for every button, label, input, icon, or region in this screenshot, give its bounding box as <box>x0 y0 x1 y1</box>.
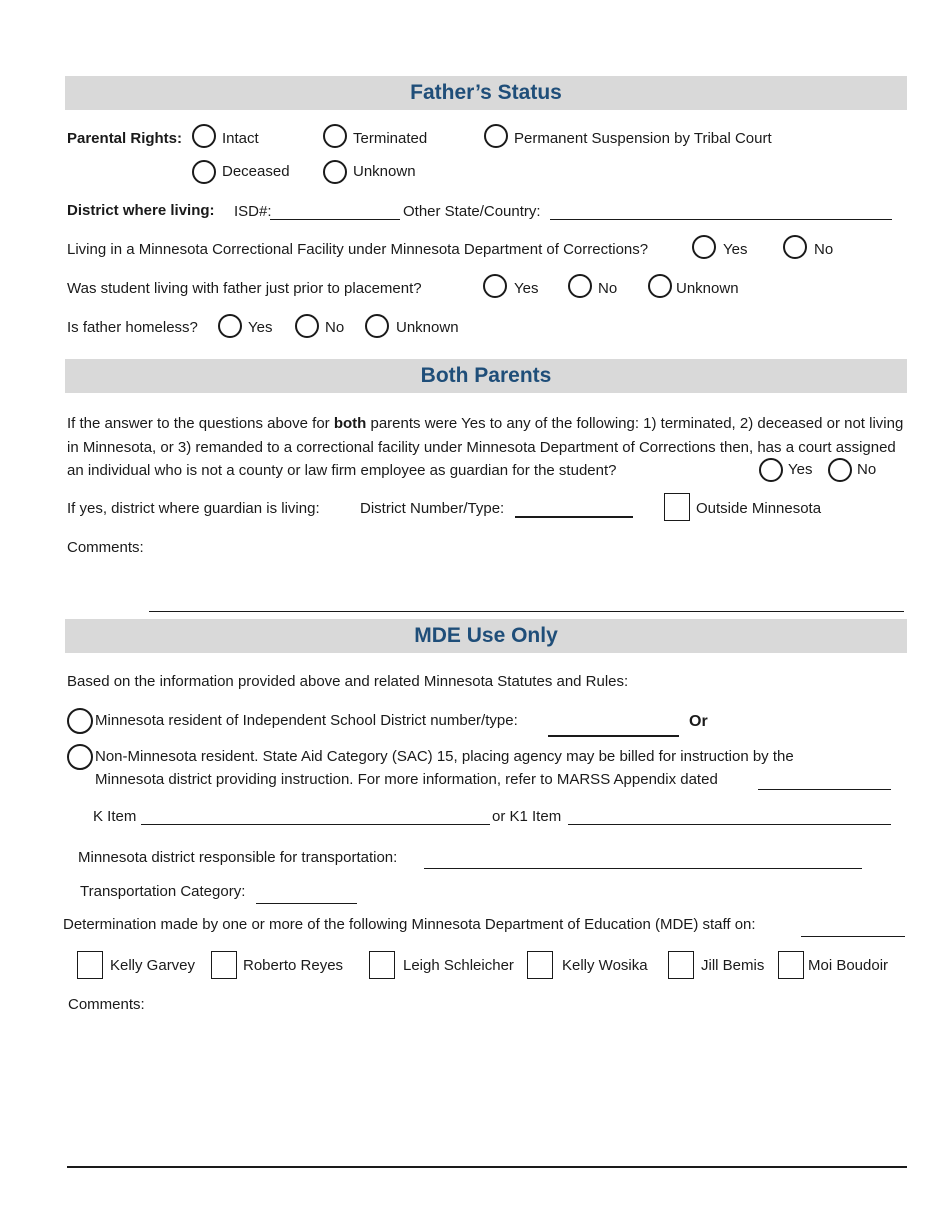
radio-living-unknown[interactable] <box>648 274 672 298</box>
radio-terminated[interactable] <box>323 124 347 148</box>
both-comments-label: Comments: <box>67 539 144 556</box>
mde-comments-label: Comments: <box>68 996 145 1013</box>
correctional-question: Living in a Minnesota Correctional Facility under Minnesota Department of Corrections? <box>67 241 649 258</box>
marss-appendix-date-field[interactable] <box>758 789 891 790</box>
staff-roberto-reyes-label: Roberto Reyes <box>243 957 344 974</box>
radio-homeless-yes[interactable] <box>218 314 242 338</box>
non-mn-resident-line1: Non-Minnesota resident. State Aid Category (SAC) 15, placing agency may be billed for instruction by the <box>95 748 794 765</box>
radio-permanent-suspension[interactable] <box>484 124 508 148</box>
checkbox-outside-minnesota[interactable] <box>664 493 690 521</box>
radio-guardian-yes-label: Yes <box>788 461 813 478</box>
radio-living-yes-label: Yes <box>514 280 539 297</box>
radio-correctional-no-label: No <box>814 241 834 258</box>
staff-jill-bemis-label: Jill Bemis <box>701 957 765 974</box>
guardian-question-paragraph: If the answer to the questions above for both parents were Yes to any of the following: 1) terminated, 2) deceased or not living in Minnesota, or 3) remanded to a correctional facility under Minnesota Department of Corrections then, has a court assigned an individual who is not a county or law firm employee as guardian for the student? <box>67 415 904 479</box>
section-header-mde-use-only: MDE Use Only <box>65 619 907 653</box>
checkbox-staff-jill-bemis[interactable] <box>668 951 694 979</box>
isd-field[interactable] <box>270 219 400 220</box>
homeless-question: Is father homeless? <box>67 319 198 336</box>
district-where-living-label: District where living: <box>67 202 215 219</box>
transport-district-label: Minnesota district responsible for transportation: <box>78 849 398 866</box>
radio-deceased[interactable] <box>192 160 216 184</box>
guardian-district-label: If yes, district where guardian is living: <box>67 500 320 517</box>
checkbox-staff-leigh-schleicher[interactable] <box>369 951 395 979</box>
district-number-type-field[interactable] <box>515 516 633 518</box>
radio-intact-label: Intact <box>222 130 259 147</box>
radio-terminated-label: Terminated <box>353 130 428 147</box>
district-number-type-label: District Number/Type: <box>360 500 505 517</box>
section-header-both-parents: Both Parents <box>65 359 907 393</box>
radio-intact[interactable] <box>192 124 216 148</box>
radio-correctional-no[interactable] <box>783 235 807 259</box>
staff-moi-boudoir-label: Moi Boudoir <box>808 957 889 974</box>
radio-correctional-yes-label: Yes <box>723 241 748 258</box>
radio-homeless-no[interactable] <box>295 314 319 338</box>
radio-rights-unknown[interactable] <box>323 160 347 184</box>
determination-label: Determination made by one or more of the following Minnesota Department of Education (MDE) staff on: <box>63 916 756 933</box>
checkbox-staff-kelly-garvey[interactable] <box>77 951 103 979</box>
radio-homeless-unknown[interactable] <box>365 314 389 338</box>
radio-homeless-unknown-label: Unknown <box>396 319 459 336</box>
radio-guardian-no[interactable] <box>828 458 852 482</box>
staff-kelly-garvey-label: Kelly Garvey <box>110 957 196 974</box>
transport-district-field[interactable] <box>424 868 862 869</box>
checkbox-staff-kelly-wosika[interactable] <box>527 951 553 979</box>
mn-resident-label: Minnesota resident of Independent School District number/type: <box>95 712 518 729</box>
radio-guardian-no-label: No <box>857 461 877 478</box>
radio-rights-unknown-label: Unknown <box>353 163 416 180</box>
both-comments-field[interactable] <box>149 611 904 612</box>
other-state-label: Other State/Country: <box>403 203 541 220</box>
living-with-father-question: Was student living with father just prior to placement? <box>67 280 422 297</box>
mde-comments-bottom-rule <box>67 1166 907 1168</box>
radio-living-unknown-label: Unknown <box>676 280 739 297</box>
based-on-statement: Based on the information provided above and related Minnesota Statutes and Rules: <box>67 673 629 690</box>
radio-homeless-no-label: No <box>325 319 345 336</box>
checkbox-staff-moi-boudoir[interactable] <box>778 951 804 979</box>
staff-kelly-wosika-label: Kelly Wosika <box>562 957 648 974</box>
transport-category-field[interactable] <box>256 903 357 904</box>
determination-date-field[interactable] <box>801 936 905 937</box>
radio-non-mn-resident[interactable] <box>67 744 93 770</box>
or-label: Or <box>689 713 708 730</box>
radio-guardian-yes[interactable] <box>759 458 783 482</box>
non-mn-resident-line2: Minnesota district providing instruction. For more information, refer to MARSS Appendix dated <box>95 771 718 788</box>
radio-correctional-yes[interactable] <box>692 235 716 259</box>
checkbox-staff-roberto-reyes[interactable] <box>211 951 237 979</box>
k-item-field[interactable] <box>141 824 490 825</box>
isd-label: ISD#: <box>234 203 272 220</box>
radio-living-no-label: No <box>598 280 618 297</box>
radio-mn-resident[interactable] <box>67 708 93 734</box>
mn-resident-district-field[interactable] <box>548 735 679 737</box>
section-header-fathers-status: Father’s Status <box>65 76 907 110</box>
k-item-label: K Item <box>93 808 137 825</box>
radio-permanent-suspension-label: Permanent Suspension by Tribal Court <box>514 130 772 147</box>
parental-rights-label: Parental Rights: <box>67 130 183 147</box>
radio-living-yes[interactable] <box>483 274 507 298</box>
radio-living-no[interactable] <box>568 274 592 298</box>
outside-minnesota-label: Outside Minnesota <box>696 500 822 517</box>
other-state-field[interactable] <box>550 219 892 220</box>
k1-item-label: or K1 Item <box>492 808 562 825</box>
staff-leigh-schleicher-label: Leigh Schleicher <box>403 957 514 974</box>
k1-item-field[interactable] <box>568 824 891 825</box>
radio-homeless-yes-label: Yes <box>248 319 273 336</box>
radio-deceased-label: Deceased <box>222 163 290 180</box>
transport-category-label: Transportation Category: <box>80 883 246 900</box>
